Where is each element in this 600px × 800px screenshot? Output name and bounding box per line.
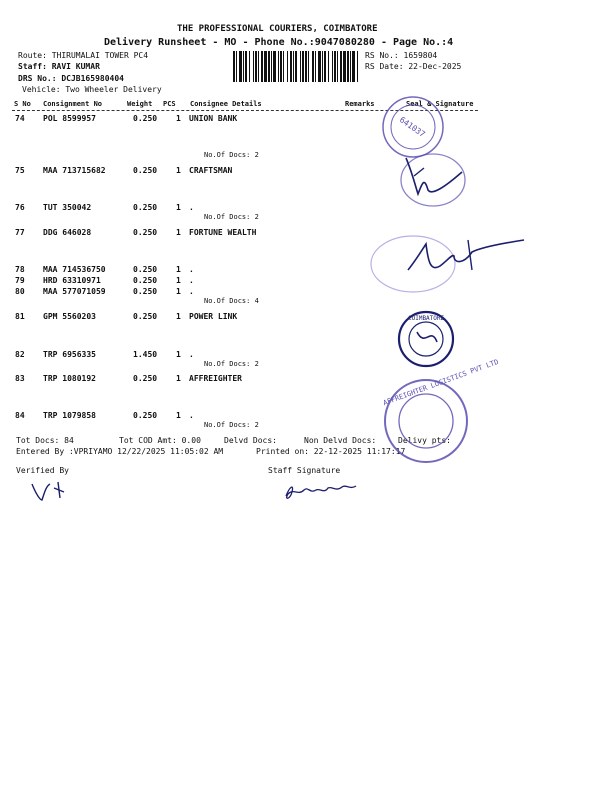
barcode-bar <box>233 51 235 82</box>
staff-signature-label: Staff Signature <box>268 466 341 475</box>
col-sno: S No <box>14 100 31 108</box>
col-seal-signature: Seal & Signature <box>406 100 474 108</box>
barcode-bar <box>271 51 272 82</box>
delivery-points: Delivy pts: <box>398 436 451 445</box>
row-83-pcs: 1 <box>176 374 181 383</box>
row-82-weight: 1.450 <box>133 350 158 359</box>
row-78-consignee: . <box>189 265 194 274</box>
row-84-consignment: TRP 1079858 <box>43 411 96 420</box>
runsheet-title: Delivery Runsheet - MO - Phone No.:9047080280 - Page No.:4 <box>104 37 454 48</box>
entered-by: Entered By :VPRIYAMO 12/22/2025 11:05:02 AM <box>16 447 224 456</box>
route-label: Route: THIRUMALAI TOWER PC4 <box>18 51 149 60</box>
row-77-weight: 0.250 <box>133 228 158 237</box>
barcode-bar <box>283 51 284 82</box>
row-80-docs: No.Of Docs: 4 <box>204 297 259 305</box>
col-consignment: Consignment No <box>43 100 103 108</box>
row-80-pcs: 1 <box>176 287 181 296</box>
barcode-bar <box>295 51 297 82</box>
row-74-pcs: 1 <box>176 114 181 123</box>
row-79-weight: 0.250 <box>133 276 158 285</box>
row-83-weight: 0.250 <box>133 374 158 383</box>
col-remarks: Remarks <box>345 100 375 108</box>
row-83-sno: 83 <box>15 374 25 383</box>
drs-number: DRS No.: DCJB165980404 <box>18 74 124 83</box>
total-cod: Tot COD Amt: 0.00 <box>119 436 201 445</box>
row-77-consignment: DDG 646028 <box>43 228 92 237</box>
row-76-pcs: 1 <box>176 203 181 212</box>
barcode-bar <box>264 51 267 82</box>
barcode-bar <box>305 51 307 82</box>
row-84-docs: No.Of Docs: 2 <box>204 421 259 429</box>
barcode-bar <box>287 51 288 82</box>
vehicle-label: Vehicle: Two Wheeler Delivery <box>22 85 162 94</box>
barcode-bar <box>318 51 321 82</box>
row-76-consignee: . <box>189 203 194 212</box>
row-74-consignee: UNION BANK <box>189 114 238 123</box>
row-78-pcs: 1 <box>176 265 181 274</box>
row-84-pcs: 1 <box>176 411 181 420</box>
barcode-bar <box>280 51 282 82</box>
delivered-docs: Delvd Docs: <box>224 436 277 445</box>
row-81-sno: 81 <box>15 312 25 321</box>
seal-stamp-affreighter <box>380 357 500 466</box>
seal-stamp-4-text: COIMBATORE <box>408 315 445 322</box>
barcode-bar <box>261 51 263 82</box>
barcode-bar <box>300 51 301 82</box>
row-75-consignee: CRAFTSMAN <box>189 166 233 175</box>
row-80-consignee: . <box>189 287 194 296</box>
barcode-bar <box>236 51 237 82</box>
row-82-consignment: TRP 6956335 <box>43 350 96 359</box>
col-consignee: Consignee Details <box>190 100 262 108</box>
row-79-pcs: 1 <box>176 276 181 285</box>
row-80-weight: 0.250 <box>133 287 158 296</box>
row-74-consignment: POL 8599957 <box>43 114 96 123</box>
seal-stamp-power-link <box>395 308 457 370</box>
barcode-bar <box>255 51 257 82</box>
row-81-weight: 0.250 <box>133 312 158 321</box>
barcode-bar <box>278 51 279 82</box>
barcode-bar <box>258 51 259 82</box>
barcode-bar <box>328 51 329 82</box>
col-pcs: PCS <box>163 100 176 108</box>
barcode-bar <box>290 51 292 82</box>
barcode-bar <box>350 51 351 82</box>
barcode-bar <box>308 51 309 82</box>
printed-on: Printed on: 22-12-2025 11:17:17 <box>256 447 406 456</box>
signature-fortune-wealth <box>368 230 528 296</box>
barcode-bar <box>253 51 254 82</box>
row-81-pcs: 1 <box>176 312 181 321</box>
row-79-consignment: HRD 63310971 <box>43 276 101 285</box>
barcode-bar <box>352 51 355 82</box>
non-delivered-docs: Non Delvd Docs: <box>304 436 377 445</box>
rs-number: RS No.: 1659804 <box>365 51 438 60</box>
row-77-sno: 77 <box>15 228 25 237</box>
row-82-pcs: 1 <box>176 350 181 359</box>
barcode-bar <box>243 51 244 82</box>
total-docs: Tot Docs: 84 <box>16 436 74 445</box>
barcode-bar <box>302 51 304 82</box>
row-79-sno: 79 <box>15 276 25 285</box>
row-82-sno: 82 <box>15 350 25 359</box>
row-79-consignee: . <box>189 276 194 285</box>
row-74-weight: 0.250 <box>133 114 158 123</box>
row-82-docs: No.Of Docs: 2 <box>204 360 259 368</box>
row-75-weight: 0.250 <box>133 166 158 175</box>
row-84-sno: 84 <box>15 411 25 420</box>
verified-by-label: Verified By <box>16 466 69 475</box>
svg-text:641037: 641037 <box>397 115 427 140</box>
rs-date: RS Date: 22-Dec-2025 <box>365 62 462 71</box>
barcode-bar <box>293 51 294 82</box>
col-weight: Weight <box>127 100 153 108</box>
row-76-consignment: TUT 350042 <box>43 203 92 212</box>
row-78-weight: 0.250 <box>133 265 158 274</box>
row-75-consignment: MAA 713715682 <box>43 166 106 175</box>
signature-craftsman <box>388 150 472 212</box>
barcode-bar <box>340 51 342 82</box>
barcode-bar <box>357 51 358 82</box>
barcode-bar <box>347 51 349 82</box>
seal-stamp-5-text: AFFREIGHTER LOGISTICS PVT LTD <box>382 357 500 408</box>
staff-signature <box>280 478 360 504</box>
row-83-consignment: TRP 1080192 <box>43 374 96 383</box>
barcode-bar <box>312 51 314 82</box>
row-78-consignment: MAA 714536750 <box>43 265 106 274</box>
staff-label: Staff: RAVI KUMAR <box>18 62 100 71</box>
row-77-pcs: 1 <box>176 228 181 237</box>
row-84-consignee: . <box>189 411 194 420</box>
barcode-bar <box>334 51 336 82</box>
row-82-consignee: . <box>189 350 194 359</box>
barcode-bar <box>273 51 276 82</box>
verifier-signature <box>28 476 74 506</box>
row-84-weight: 0.250 <box>133 411 158 420</box>
row-76-weight: 0.250 <box>133 203 158 212</box>
row-75-sno: 75 <box>15 166 25 175</box>
barcode-bar <box>322 51 323 82</box>
barcode-bar <box>343 51 346 82</box>
row-75-pcs: 1 <box>176 166 181 175</box>
barcode-bar <box>245 51 247 82</box>
row-80-consignment: MAA 577071059 <box>43 287 106 296</box>
row-76-sno: 76 <box>15 203 25 212</box>
row-77-consignee: FORTUNE WEALTH <box>189 228 257 237</box>
row-74-docs: No.Of Docs: 2 <box>204 151 259 159</box>
row-78-sno: 78 <box>15 265 25 274</box>
row-81-consignee: POWER LINK <box>189 312 238 321</box>
row-74-sno: 74 <box>15 114 25 123</box>
barcode-bar <box>249 51 250 82</box>
barcode-bar <box>332 51 333 82</box>
company-name: THE PROFESSIONAL COURIERS, COIMBATORE <box>177 24 378 34</box>
barcode-bar <box>239 51 242 82</box>
barcode-bar <box>268 51 270 82</box>
row-80-sno: 80 <box>15 287 25 296</box>
barcode <box>233 51 358 82</box>
row-76-docs: No.Of Docs: 2 <box>204 213 259 221</box>
row-83-consignee: AFFREIGHTER <box>189 374 242 383</box>
barcode-bar <box>315 51 316 82</box>
barcode-bar <box>337 51 338 82</box>
barcode-bar <box>324 51 326 82</box>
row-81-consignment: GPM 5560203 <box>43 312 96 321</box>
